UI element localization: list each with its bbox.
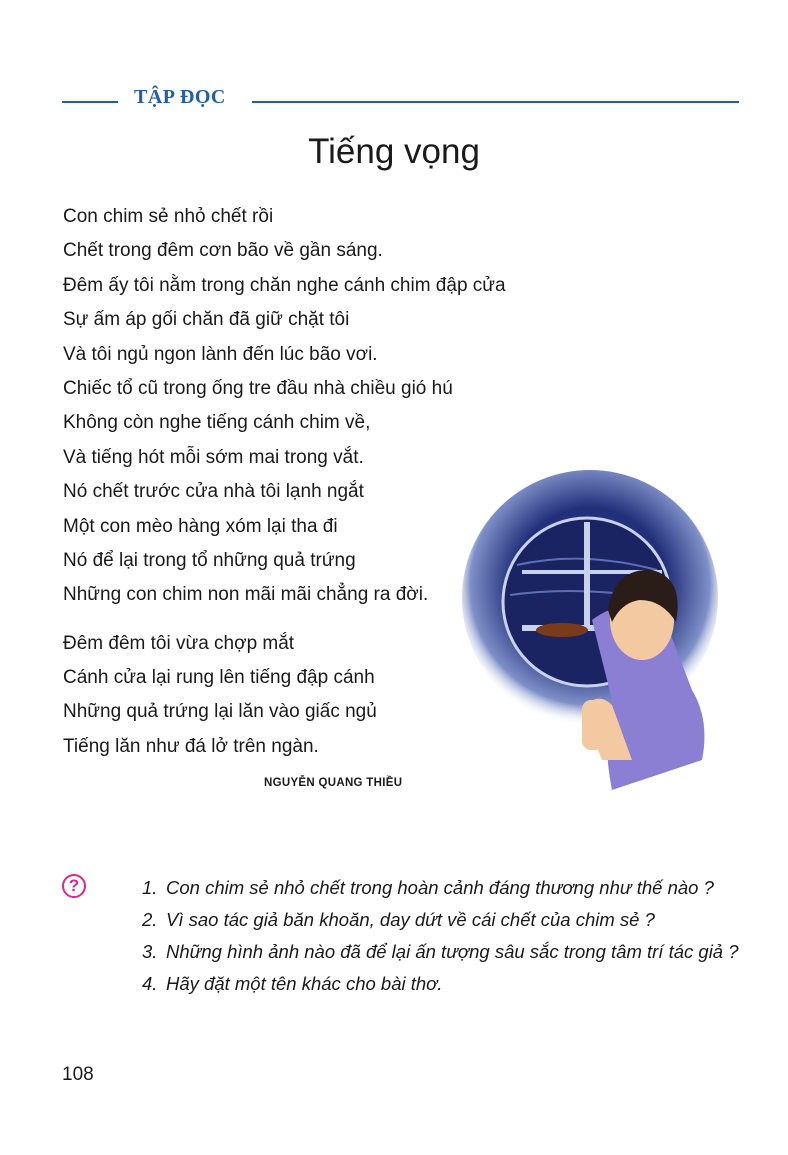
poem-line: Chết trong đêm cơn bão về gần sáng. bbox=[63, 240, 383, 262]
poem-line: Sự ấm áp gối chăn đã giữ chặt tôi bbox=[63, 309, 350, 331]
question-icon: ? bbox=[62, 874, 86, 898]
poem-stanza-2 bbox=[63, 627, 506, 765]
question-number: 2. bbox=[142, 909, 158, 930]
question-item bbox=[142, 972, 742, 995]
header-rule-right bbox=[252, 101, 739, 103]
question-item bbox=[142, 940, 742, 963]
question-text: Con chim sẻ nhỏ chết trong hoàn cảnh đáng thương như thế nào ? bbox=[166, 877, 714, 898]
question-list bbox=[142, 876, 742, 1004]
poem-line: Cánh cửa lại rung lên tiếng đập cánh bbox=[63, 667, 375, 689]
poem-line: Nó để lại trong tổ những quả trứng bbox=[63, 549, 356, 571]
poem-line: Và tiếng hót mỗi sớm mai trong vắt. bbox=[63, 446, 364, 468]
poem-line: Đêm ấy tôi nằm trong chăn nghe cánh chim đập cửa bbox=[63, 274, 506, 296]
section-label: TẬP ĐỌC bbox=[134, 86, 226, 108]
page-number: 108 bbox=[62, 1064, 94, 1085]
question-text: Những hình ảnh nào đã để lại ấn tượng sâu sắc trong tâm trí tác giả ? bbox=[166, 941, 739, 962]
poem-line: Đêm đêm tôi vừa chợp mắt bbox=[63, 632, 295, 654]
question-number: 3. bbox=[142, 941, 158, 962]
question-item bbox=[142, 876, 742, 899]
author-name: NGUYỄN QUANG THIỀU bbox=[264, 777, 403, 789]
boy-window-illustration bbox=[462, 460, 740, 790]
question-text: Vì sao tác giả băn khoăn, day dứt về cái chết của chim sẻ ? bbox=[166, 909, 655, 930]
poem-line: Con chim sẻ nhỏ chết rồi bbox=[63, 206, 274, 227]
question-item bbox=[142, 908, 742, 931]
poem-line: Và tôi ngủ ngon lành đến lúc bão vơi. bbox=[63, 343, 378, 365]
poem-stanza-1 bbox=[63, 200, 506, 613]
poem-title: Tiếng vọng bbox=[308, 132, 480, 171]
poem-line: Một con mèo hàng xóm lại tha đi bbox=[63, 515, 338, 537]
header-rule-left bbox=[62, 101, 118, 103]
question-number: 1. bbox=[142, 877, 158, 898]
question-number: 4. bbox=[142, 973, 158, 994]
poem-line: Những con chim non mãi mãi chẳng ra đời. bbox=[63, 584, 429, 606]
poem-line: Những quả trứng lại lăn vào giấc ngủ bbox=[63, 701, 377, 723]
poem-line: Tiếng lăn như đá lở trên ngàn. bbox=[63, 735, 319, 757]
poem-line: Chiếc tổ cũ trong ống tre đầu nhà chiều gió hú bbox=[63, 377, 453, 399]
poem-line: Nó chết trước cửa nhà tôi lạnh ngắt bbox=[63, 481, 364, 503]
question-text: Hãy đặt một tên khác cho bài thơ. bbox=[166, 973, 443, 994]
poem-line: Không còn nghe tiếng cánh chim về, bbox=[63, 412, 371, 434]
stanza-gap bbox=[63, 613, 506, 627]
poem-body bbox=[63, 200, 506, 764]
